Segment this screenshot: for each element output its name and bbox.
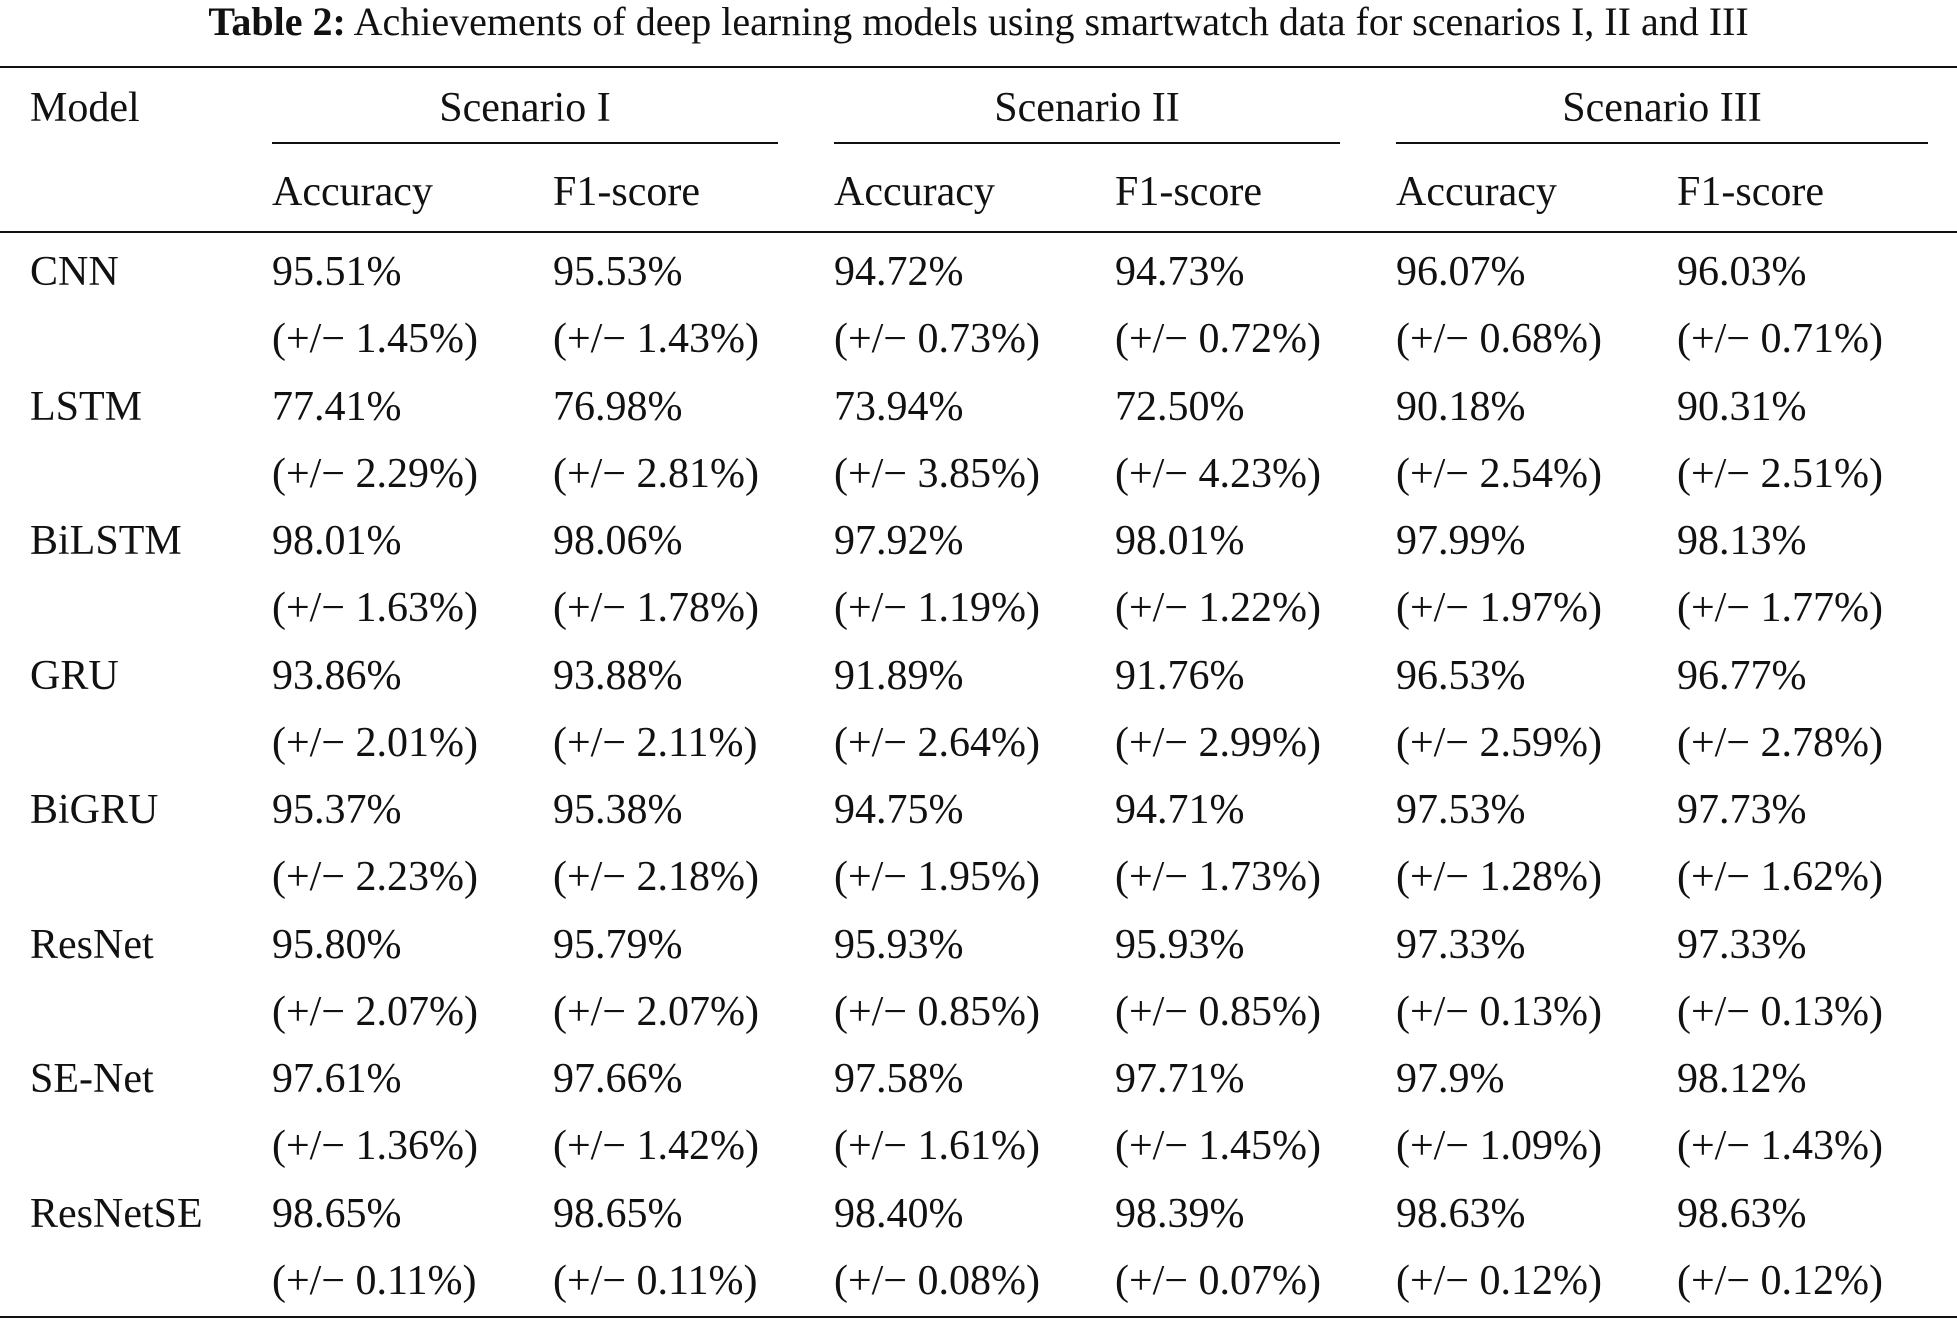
metric-std: (+/− 1.43%) [553, 316, 760, 362]
metric-std: (+/− 2.59%) [1396, 719, 1603, 766]
metric-value: 94.75% [834, 787, 964, 833]
caption-text: Achievements of deep learning models using smartwatch data for scenarios I, II and III [353, 0, 1749, 44]
metric-std: (+/− 1.43%) [1677, 1123, 1884, 1169]
metric-std: (+/− 1.62%) [1677, 854, 1884, 900]
metric-std: (+/− 2.01%) [272, 719, 479, 766]
metric-value: 97.99% [1396, 518, 1526, 564]
metric-std: (+/− 2.78%) [1677, 719, 1884, 766]
table-caption [0, 0, 1957, 62]
metric-std: (+/− 2.54%) [1396, 450, 1603, 497]
metric-header-f1-score: F1-score [553, 169, 700, 215]
metric-std: (+/− 2.11%) [553, 719, 758, 766]
metric-std: (+/− 0.85%) [1115, 988, 1322, 1035]
metric-std: (+/− 0.85%) [834, 988, 1041, 1035]
metric-value: 98.65% [272, 1190, 402, 1237]
metric-value: 95.79% [553, 921, 683, 968]
metric-value: 95.93% [1115, 921, 1245, 968]
metric-std: (+/− 0.08%) [834, 1257, 1041, 1304]
metric-value: 95.80% [272, 921, 402, 968]
metric-std: (+/− 0.72%) [1115, 316, 1322, 362]
metric-std: (+/− 1.45%) [272, 316, 479, 362]
metric-value: 98.63% [1396, 1190, 1526, 1237]
metric-std: (+/− 2.07%) [553, 988, 760, 1035]
metric-std: (+/− 0.13%) [1396, 988, 1603, 1035]
metric-value: 97.53% [1396, 787, 1526, 833]
metric-std: (+/− 2.29%) [272, 450, 479, 497]
metric-value: 94.72% [834, 249, 964, 295]
metric-value: 73.94% [834, 383, 964, 430]
metric-value: 77.41% [272, 383, 402, 430]
scenario-2-header: Scenario II [994, 85, 1180, 131]
metric-std: (+/− 2.23%) [272, 854, 479, 900]
metric-value: 90.31% [1677, 383, 1807, 430]
metric-std: (+/− 1.19%) [834, 585, 1041, 631]
metric-std: (+/− 0.12%) [1396, 1257, 1603, 1304]
metric-header-accuracy: Accuracy [272, 169, 433, 215]
metric-std: (+/− 1.63%) [272, 585, 479, 631]
metric-std: (+/− 1.45%) [1115, 1123, 1322, 1169]
row-model-name: ResNet [30, 921, 154, 968]
metric-std: (+/− 0.11%) [553, 1257, 758, 1304]
metric-value: 96.53% [1396, 652, 1526, 699]
metric-value: 72.50% [1115, 383, 1245, 430]
metric-value: 98.39% [1115, 1190, 1245, 1237]
metric-std: (+/− 2.81%) [553, 450, 760, 497]
metric-std: (+/− 2.99%) [1115, 719, 1322, 766]
metric-std: (+/− 0.68%) [1396, 316, 1603, 362]
metric-std: (+/− 0.07%) [1115, 1257, 1322, 1304]
scenario-2-underline [834, 142, 1340, 144]
metric-value: 98.13% [1677, 518, 1807, 564]
metric-value: 98.01% [272, 518, 402, 564]
metric-std: (+/− 1.77%) [1677, 585, 1884, 631]
metric-std: (+/− 1.97%) [1396, 585, 1603, 631]
metric-value: 95.51% [272, 249, 402, 295]
metric-value: 97.9% [1396, 1056, 1505, 1102]
metric-std: (+/− 1.36%) [272, 1123, 479, 1169]
metric-header-f1-score: F1-score [1677, 169, 1824, 215]
metric-value: 91.89% [834, 652, 964, 699]
metric-value: 98.12% [1677, 1056, 1807, 1102]
metric-std: (+/− 1.09%) [1396, 1123, 1603, 1169]
metric-std: (+/− 1.78%) [553, 585, 760, 631]
metric-std: (+/− 2.51%) [1677, 450, 1884, 497]
caption-label: Table 2: [208, 0, 346, 44]
row-model-name: BiLSTM [30, 518, 182, 564]
metric-std: (+/− 2.18%) [553, 854, 760, 900]
metric-value: 97.33% [1677, 921, 1807, 968]
row-model-name: GRU [30, 652, 119, 699]
metric-value: 95.53% [553, 249, 683, 295]
metric-header-accuracy: Accuracy [1396, 169, 1557, 215]
metric-value: 98.06% [553, 518, 683, 564]
metric-value: 97.71% [1115, 1056, 1245, 1102]
row-model-name: CNN [30, 249, 119, 295]
metric-std: (+/− 0.71%) [1677, 316, 1884, 362]
scenario-1-underline [272, 142, 778, 144]
metric-value: 93.86% [272, 652, 402, 699]
metric-value: 93.88% [553, 652, 683, 699]
metric-std: (+/− 0.11%) [272, 1257, 477, 1304]
metric-std: (+/− 1.28%) [1396, 854, 1603, 900]
metric-std: (+/− 0.13%) [1677, 988, 1884, 1035]
metric-value: 95.38% [553, 787, 683, 833]
top-rule [0, 66, 1957, 68]
row-model-name: SE-Net [30, 1056, 154, 1102]
metric-value: 98.65% [553, 1190, 683, 1237]
header-rule [0, 231, 1957, 233]
model-column-header: Model [30, 85, 140, 131]
scenario-1-header: Scenario I [439, 85, 611, 131]
metric-value: 96.07% [1396, 249, 1526, 295]
metric-std: (+/− 4.23%) [1115, 450, 1322, 497]
metric-value: 98.40% [834, 1190, 964, 1237]
metric-header-accuracy: Accuracy [834, 169, 995, 215]
metric-std: (+/− 2.64%) [834, 719, 1041, 766]
metric-value: 95.93% [834, 921, 964, 968]
metric-std: (+/− 2.07%) [272, 988, 479, 1035]
metric-std: (+/− 0.12%) [1677, 1257, 1884, 1304]
metric-value: 97.58% [834, 1056, 964, 1102]
metric-value: 90.18% [1396, 383, 1526, 430]
metric-value: 97.66% [553, 1056, 683, 1102]
metric-value: 97.61% [272, 1056, 402, 1102]
metric-std: (+/− 0.73%) [834, 316, 1041, 362]
bottom-rule [0, 1316, 1957, 1318]
metric-std: (+/− 1.95%) [834, 854, 1041, 900]
metric-std: (+/− 1.73%) [1115, 854, 1322, 900]
metric-value: 97.92% [834, 518, 964, 564]
metric-std: (+/− 1.61%) [834, 1123, 1041, 1169]
metric-value: 96.77% [1677, 652, 1807, 699]
metric-value: 98.63% [1677, 1190, 1807, 1237]
row-model-name: ResNetSE [30, 1190, 203, 1237]
metric-std: (+/− 1.42%) [553, 1123, 760, 1169]
metric-std: (+/− 3.85%) [834, 450, 1041, 497]
metric-value: 97.73% [1677, 787, 1807, 833]
metric-value: 98.01% [1115, 518, 1245, 564]
scenario-3-header: Scenario III [1562, 85, 1762, 131]
metric-std: (+/− 1.22%) [1115, 585, 1322, 631]
scenario-3-underline [1396, 142, 1928, 144]
metric-value: 95.37% [272, 787, 402, 833]
row-model-name: LSTM [30, 383, 143, 430]
metric-value: 97.33% [1396, 921, 1526, 968]
row-model-name: BiGRU [30, 787, 159, 833]
metric-value: 94.73% [1115, 249, 1245, 295]
metric-value: 76.98% [553, 383, 683, 430]
metric-value: 94.71% [1115, 787, 1245, 833]
metric-header-f1-score: F1-score [1115, 169, 1262, 215]
metric-value: 91.76% [1115, 652, 1245, 699]
metric-value: 96.03% [1677, 249, 1807, 295]
